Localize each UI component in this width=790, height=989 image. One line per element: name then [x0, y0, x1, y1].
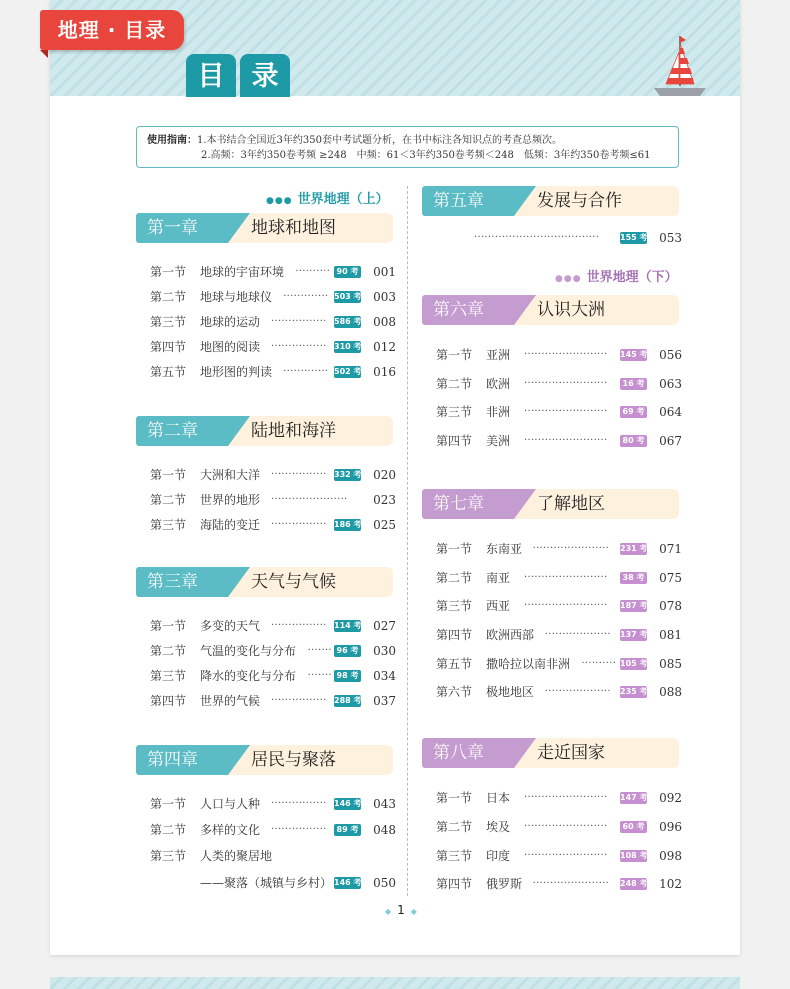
- section-title: 非洲: [486, 405, 511, 419]
- section-title: 欧洲西部: [486, 628, 535, 642]
- chapter-slant: [514, 489, 536, 519]
- section-number: 第二节: [150, 493, 187, 507]
- frequency-badge: 502 考: [334, 367, 362, 376]
- toc-entry[interactable]: [436, 597, 696, 615]
- dot-leader: ·············: [283, 366, 329, 377]
- frequency-badge: 96 考: [334, 645, 361, 657]
- toc-entry[interactable]: [150, 363, 410, 381]
- chapter-header: [422, 186, 679, 216]
- toc-entry[interactable]: [150, 491, 410, 509]
- section-title: 气温的变化与分布: [200, 644, 297, 658]
- frequency-badge: 38 考: [620, 572, 647, 584]
- section-number: 第一节: [150, 619, 187, 633]
- chapter-slant: [228, 745, 250, 775]
- toc-entry[interactable]: [436, 569, 696, 587]
- frequency-badge: 114 考: [334, 621, 362, 630]
- section-number: 第五节: [436, 657, 473, 671]
- toc-entry[interactable]: [436, 683, 696, 701]
- section-title: 世界的气候: [200, 694, 261, 708]
- page-ref: 096: [659, 820, 682, 834]
- toc-entry[interactable]: [436, 847, 696, 865]
- toc-entry[interactable]: [150, 617, 410, 635]
- chapter-header: [422, 489, 679, 519]
- toc-entry[interactable]: [150, 667, 410, 685]
- frequency-badge: 187 考: [620, 601, 648, 610]
- frequency-badge: 146 考: [334, 799, 362, 808]
- chapter-header: [136, 213, 393, 243]
- guide-title: 使用指南：: [147, 135, 197, 146]
- dot-leader: ························: [524, 850, 608, 861]
- toc-entry[interactable]: [436, 818, 696, 836]
- toc-entry[interactable]: [150, 263, 410, 281]
- usage-guide: [136, 126, 679, 168]
- section-title: 埃及: [486, 820, 511, 834]
- chapter-label: 第二章: [136, 416, 228, 446]
- section-number: 第三节: [436, 405, 473, 419]
- section-title: 地球的运动: [200, 315, 261, 329]
- dot-leader: ························: [524, 792, 608, 803]
- dot-leader: ······················: [271, 494, 348, 505]
- chapter-slant: [514, 186, 536, 216]
- page-ref: 034: [373, 669, 396, 683]
- section-number: 第二节: [436, 571, 473, 585]
- section-title: 地球的宇宙环境: [200, 265, 285, 279]
- chapter-label: 第五章: [422, 186, 514, 216]
- heading-char-1: 目: [186, 54, 236, 97]
- chapter-name: 天气与气候: [251, 572, 336, 592]
- dot-leader: ················: [271, 824, 327, 835]
- section-number: 第六节: [436, 685, 473, 699]
- chapter-label: 第八章: [422, 738, 514, 768]
- frequency-badge: 248 考: [620, 879, 648, 888]
- page-ref: 008: [373, 315, 396, 329]
- section-title: 多样的文化: [200, 823, 261, 837]
- toc-entry[interactable]: [436, 229, 696, 247]
- section-title: 极地地区: [486, 685, 535, 699]
- section-number: 第二节: [150, 290, 187, 304]
- frequency-badge: 137 考: [620, 630, 648, 639]
- toc-entry[interactable]: [436, 875, 696, 893]
- section-title: 俄罗斯: [486, 877, 523, 891]
- section-number: 第二节: [436, 377, 473, 391]
- chapter-label: 第七章: [422, 489, 514, 519]
- section-title: 海陆的变迁: [200, 518, 261, 532]
- page-ref: 050: [373, 876, 396, 890]
- section-title: 亚洲: [486, 348, 511, 362]
- section-number: 第三节: [150, 315, 187, 329]
- section-title: 降水的变化与分布: [200, 669, 297, 683]
- page-ref: 081: [659, 628, 682, 642]
- toc-entry[interactable]: [150, 516, 410, 534]
- chapter-name: 走近国家: [537, 743, 605, 763]
- dot-leader: ···················: [544, 686, 611, 697]
- dot-leader: ················: [271, 341, 327, 352]
- toc-entry[interactable]: [436, 789, 696, 807]
- section-number: 第三节: [150, 849, 187, 863]
- page-ref: 030: [373, 644, 396, 658]
- section-number: 第四节: [436, 877, 473, 891]
- toc-entry[interactable]: [436, 346, 696, 364]
- chapter-name: 陆地和海洋: [251, 421, 336, 441]
- toc-entry[interactable]: [150, 338, 410, 356]
- frequency-badge: 60 考: [620, 821, 647, 833]
- toc-page: [50, 0, 740, 955]
- dot-leader: ····································: [474, 232, 600, 243]
- page-ref: 037: [373, 694, 396, 708]
- frequency-badge: 16 考: [620, 378, 647, 390]
- frequency-badge: 231 考: [620, 544, 648, 553]
- dot-leader: ·······: [307, 670, 332, 681]
- part-title-down: [555, 266, 678, 285]
- page-ref: 088: [659, 685, 682, 699]
- section-number: 第四节: [150, 694, 187, 708]
- chapter-header: [136, 416, 393, 446]
- section-number: 第三节: [436, 599, 473, 613]
- frequency-badge: 80 考: [620, 435, 647, 447]
- page-number: [385, 903, 417, 917]
- page-ref: 025: [373, 518, 396, 532]
- chapter-label: 第六章: [422, 295, 514, 325]
- page-ref: 023: [373, 493, 396, 507]
- chapter-header: [136, 745, 393, 775]
- section-number: 第一节: [150, 468, 187, 482]
- dot-leader: ················: [271, 316, 327, 327]
- subject-tag-fold: [40, 50, 48, 58]
- section-title: 欧洲: [486, 377, 511, 391]
- guide-line-1: 1.本书结合全国近3年约350套中考试题分析，在书中标注各知识点的考查总频次。: [197, 135, 562, 146]
- dot-leader: ·······: [307, 645, 332, 656]
- dot-leader: ················: [271, 469, 327, 480]
- section-number: 第一节: [150, 265, 187, 279]
- section-title: 西亚: [486, 599, 511, 613]
- toc-entry[interactable]: [436, 540, 696, 558]
- frequency-badge: 90 考: [334, 266, 361, 278]
- dot-leader: ························: [524, 600, 608, 611]
- chapter-slant: [228, 567, 250, 597]
- toc-entry[interactable]: [150, 847, 410, 865]
- part-label: 世界地理（上）: [297, 192, 389, 207]
- chapter-header: [422, 738, 679, 768]
- frequency-badge: 155 考: [620, 233, 648, 242]
- toc-entry[interactable]: [150, 795, 410, 813]
- heading-char-2: 录: [240, 54, 290, 97]
- section-title: 人口与人种: [200, 797, 261, 811]
- section-title: 地球与地球仪: [200, 290, 273, 304]
- section-title: 东南亚: [486, 542, 523, 556]
- page-ref: 085: [659, 657, 682, 671]
- toc-entry[interactable]: [436, 375, 696, 393]
- frequency-badge: 146 考: [334, 878, 362, 887]
- page-ref: 071: [659, 542, 682, 556]
- dot-leader: ················: [271, 620, 327, 631]
- section-title: 印度: [486, 849, 511, 863]
- page-ref: 048: [373, 823, 396, 837]
- frequency-badge: 145 考: [620, 350, 648, 359]
- sailboat-icon: [650, 34, 710, 98]
- page-ref: 001: [373, 265, 396, 279]
- frequency-badge: 186 考: [334, 520, 362, 529]
- part-label: 世界地理（下）: [586, 270, 678, 285]
- frequency-badge: 332 考: [334, 470, 362, 479]
- page-ref: 020: [373, 468, 396, 482]
- chapter-header: [422, 295, 679, 325]
- section-number: 第一节: [436, 791, 473, 805]
- toc-entry[interactable]: [436, 432, 696, 450]
- section-title: 美洲: [486, 434, 511, 448]
- section-title: 人类的聚居地: [200, 849, 273, 863]
- dot-leader: ················: [271, 519, 327, 530]
- page-ref: 075: [659, 571, 682, 585]
- chapter-slant: [228, 213, 250, 243]
- section-number: 第二节: [150, 644, 187, 658]
- section-number: 第四节: [436, 628, 473, 642]
- section-number: 第四节: [436, 434, 473, 448]
- section-title: 多变的天气: [200, 619, 261, 633]
- part-title-up: [266, 188, 389, 207]
- chapter-label: 第四章: [136, 745, 228, 775]
- diamond-icon: ◆: [385, 907, 392, 916]
- toc-entry[interactable]: [150, 642, 410, 660]
- chapter-name: 居民与聚落: [251, 750, 336, 770]
- chapter-name: 认识大洲: [537, 300, 605, 320]
- section-number: 第五节: [150, 365, 187, 379]
- frequency-badge: 586 考: [334, 317, 362, 326]
- page-ref: 064: [659, 405, 682, 419]
- chapter-header: [136, 567, 393, 597]
- section-number: 第三节: [150, 669, 187, 683]
- part-dots-icon: ●●●: [555, 274, 582, 284]
- frequency-badge: 108 考: [620, 851, 648, 860]
- dot-leader: ························: [524, 378, 608, 389]
- section-title: 世界的地形: [200, 493, 261, 507]
- page-ref: 098: [659, 849, 682, 863]
- dot-leader: ························: [524, 821, 608, 832]
- diamond-icon: ◆: [410, 907, 417, 916]
- chapter-slant: [514, 295, 536, 325]
- page-ref: 016: [373, 365, 396, 379]
- section-number: 第一节: [436, 348, 473, 362]
- frequency-badge: 235 考: [620, 687, 648, 696]
- dot-leader: ······················: [532, 543, 610, 554]
- frequency-badge: 503 考: [334, 292, 362, 301]
- chapter-slant: [514, 738, 536, 768]
- chapter-name: 地球和地图: [251, 218, 336, 238]
- frequency-badge: 69 考: [620, 406, 647, 418]
- section-number: 第一节: [150, 797, 187, 811]
- chapter-label: 第一章: [136, 213, 228, 243]
- page-ref: 053: [659, 231, 682, 245]
- dot-leader: ······················: [532, 878, 610, 889]
- section-number: 第三节: [150, 518, 187, 532]
- frequency-badge: 147 考: [620, 793, 648, 802]
- dot-leader: ··········: [581, 658, 617, 669]
- page-ref: 067: [659, 434, 682, 448]
- page-ref: 102: [659, 877, 682, 891]
- section-number: 第三节: [436, 849, 473, 863]
- subject-tag: 地理 · 目录: [40, 10, 184, 50]
- section-title: 撒哈拉以南非洲: [486, 657, 571, 671]
- page-number-value: 1: [397, 903, 405, 917]
- page-ref: 012: [373, 340, 396, 354]
- dot-leader: ················: [271, 695, 327, 706]
- page-ref: 027: [373, 619, 396, 633]
- toc-entry[interactable]: [150, 874, 410, 892]
- section-number: 第二节: [150, 823, 187, 837]
- frequency-badge: 98 考: [334, 670, 361, 682]
- dot-leader: ························: [524, 349, 608, 360]
- section-number: 第一节: [436, 542, 473, 556]
- chapter-slant: [228, 416, 250, 446]
- guide-line-2: 2.高频：3年约350卷考频 ≥248 中频：61＜3年约350卷考频＜248 低频：3年约350卷考频≤61: [201, 150, 651, 161]
- toc-entry[interactable]: [150, 313, 410, 331]
- chapter-name: 发展与合作: [537, 191, 622, 211]
- toc-entry[interactable]: [436, 403, 696, 421]
- frequency-badge: 310 考: [334, 342, 362, 351]
- page-ref: 063: [659, 377, 682, 391]
- section-title: ——聚落（城镇与乡村）: [200, 876, 333, 890]
- toc-entry[interactable]: [150, 821, 410, 839]
- page-ref: 078: [659, 599, 682, 613]
- section-number: 第四节: [150, 340, 187, 354]
- frequency-badge: 105 考: [620, 659, 648, 668]
- section-title: 大洲和大洋: [200, 468, 261, 482]
- page-ref: 043: [373, 797, 396, 811]
- part-dots-icon: ●●●: [266, 196, 293, 206]
- section-title: 南亚: [486, 571, 511, 585]
- toc-entry[interactable]: [150, 692, 410, 710]
- frequency-badge: 89 考: [334, 824, 361, 836]
- chapter-label: 第三章: [136, 567, 228, 597]
- toc-entry[interactable]: [436, 655, 696, 673]
- section-number: 第二节: [436, 820, 473, 834]
- dot-leader: ··········: [295, 266, 331, 277]
- section-title: 地图的阅读: [200, 340, 261, 354]
- page-ref: 092: [659, 791, 682, 805]
- toc-entry[interactable]: [150, 288, 410, 306]
- section-title: 日本: [486, 791, 511, 805]
- page-ref: 003: [373, 290, 396, 304]
- next-page-edge: [50, 977, 740, 989]
- page-ref: 056: [659, 348, 682, 362]
- dot-leader: ···················: [544, 629, 611, 640]
- dot-leader: ························: [524, 435, 608, 446]
- dot-leader: ························: [524, 406, 608, 417]
- toc-entry[interactable]: [436, 626, 696, 644]
- chapter-name: 了解地区: [537, 494, 605, 514]
- toc-entry[interactable]: [150, 466, 410, 484]
- dot-leader: ························: [524, 572, 608, 583]
- dot-leader: ·············: [283, 291, 329, 302]
- dot-leader: ················: [271, 798, 327, 809]
- section-title: 地形图的判读: [200, 365, 273, 379]
- frequency-badge: 288 考: [334, 696, 362, 705]
